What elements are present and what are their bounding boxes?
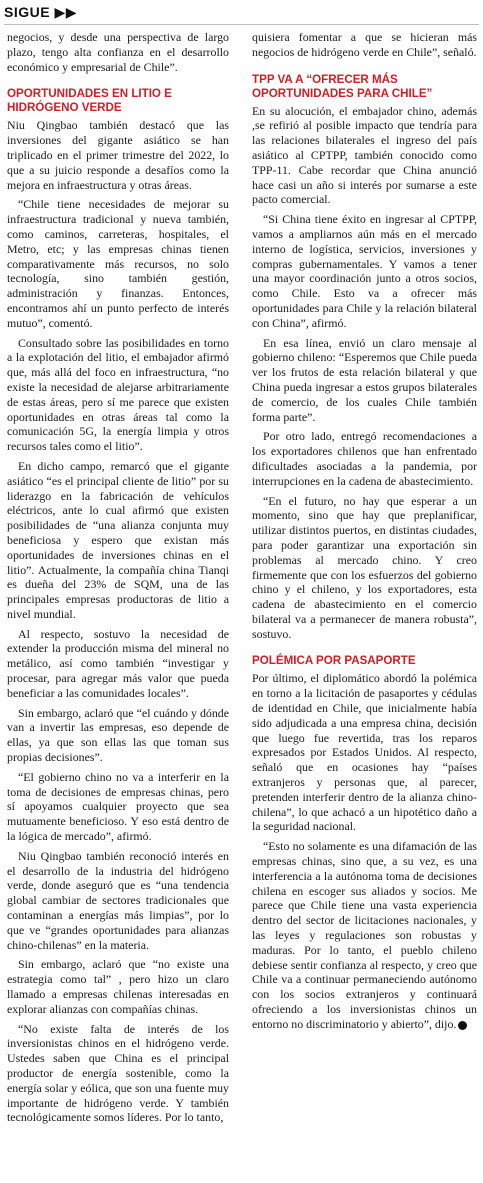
paragraph: Niu Qingbao también destacó que las inversiones del gigante asiático se han triplicado en el primer trimestre del 2022, lo que a su juicio responde a desafíos como la mejora en infraestructura y otras áreas. — [7, 118, 229, 192]
paragraph: “No existe falta de interés de los inversionistas chinos en el hidrógeno verde. Ustedes saben que China es el principal productor de energía sostenible, como la energía solar y eólica, que son una fuente muy importante de hidrógeno verde. Y también tecnológicamente somos líderes. Por lo tanto, — [7, 1021, 229, 1125]
page-header — [4, 2, 479, 25]
section-heading-pasaporte: POLÉMICA POR PASAPORTE — [252, 654, 416, 668]
paragraph: Sin embargo, aclaró que “el cuándo y dónde van a invertir las empresas, eso depende de ellas, ya que son ellas las que toman sus propias decisiones”. — [7, 705, 229, 765]
paragraph: Niu Qingbao también reconoció interés en el desarrollo de la industria del hidrógeno verde, donde aseguró que es “una tendencia global cambiar de sectores tradicionales que contaminan a energías más limpias”, por lo que ve “grandes oportunidades para alianzas chino-chilenas” en la materia. — [7, 848, 229, 952]
left-column — [7, 30, 229, 1130]
paragraph: “El gobierno chino no va a interferir en la toma de decisiones de empresas chinas, pero sí apoyamos cualquier proyecto que sea mutuamente beneficioso. Y eso está dentro de la lógica de mercado”, afirmó. — [7, 769, 229, 844]
paragraph: “Si China tiene éxito en ingresar al CPTPP, vamos a ampliarnos aún más en el mercado interno de logística, servicios, inversiones y compras gubernamentales. Y vamos a tener una mayor coordinación junto a otros socios, como Chile. Esto va a ofrecer más oportunidades para Chile y la relación bilateral con China”, afirmó. — [252, 212, 477, 330]
paragraph: En esa línea, envió un claro mensaje al gobierno chileno: “Esperemos que Chile pueda ver los frutos de esta relación bilateral y que China pueda ingresar a estos grupos bilaterales de comercio, de los cuales Chile también forma parte”. — [252, 335, 477, 424]
paragraph: quisiera fomentar a que se hicieran más negocios de hidrógeno verde en Chile”, señaló. — [252, 30, 477, 59]
paragraph-text: “Esto no solamente es una difamación de las empresas chinas, sino que, a su vez, es una interferencia a la autónoma toma de decisiones chilena en escoger sus aliados y socios. Me parece que Chile tiene una vasta experiencia dentro del sector de licitaciones nacionales, y las leyes y regulaciones son robustas y maduras. Por lo tanto, el pueblo chileno debiese sentir confianza al respecto, y creo que Chile va a continuar permaneciendo autónomo con los socios extranjeros y continuará ofreciendo a los inversionistas chinos un entorno no discriminatorio y abierto”, dijo. — [252, 839, 477, 1031]
continue-label: SIGUE ▶▶ — [4, 4, 77, 20]
paragraph: negocios, y desde una perspectiva de largo plazo, tengo alta confianza en el desarrollo económico y empresarial de Chile”. — [7, 30, 229, 74]
paragraph: En dicho campo, remarcó que el gigante asiático “es el principal cliente de litio” por su liderazgo en la fabricación de vehículos eléctricos, ante lo cual afirmó que existen posibilidades de “una alianza conjunta muy beneficiosa y espero que existan más oportunidades de inversiones chinas en el litio”. Actualmente, la compañía china Tianqi es dueña del 23% de SQM, una de las principales empresas productoras de litio a nivel mundial. — [7, 458, 229, 621]
paragraph: “Chile tiene necesidades de mejorar su infraestructura tradicional y nueva también, como caminos, carreteras, hospitales, el Metro, etc; y las empresas chinas tienen comparativamente más recursos, no solo tecnología, sino también gestión, administración y finanzas. Entonces, encontramos ahí un punto perfecto de interés mutuo”, comentó. — [7, 197, 229, 330]
section-heading-litio: OPORTUNIDADES EN LITIO E HIDRÓGENO VERDE — [7, 87, 172, 115]
right-column — [252, 30, 477, 1037]
paragraph: Consultado sobre las posibilidades en torno a la explotación del litio, el embajador afirmó que, más allá del foco en infraestructura, “no existe la necesidad de alejarse arbitrariamente de estas áreas, pero sí me parece que existen oportunidades en otras áreas tal como la comunicación 5G, la energía limpia y otros recursos tales como el litio”. — [7, 335, 229, 454]
paragraph: Al respecto, sostuvo la necesidad de extender la producción misma del mineral no metálico, así como también “investigar y procesar, para agregar más valor que pueda beneficiar a las comunidades locales”. — [7, 626, 229, 700]
last-paragraph — [252, 839, 477, 1031]
paragraph: Sin embargo, aclaró que “no existe una estrategia como tal” , pero hizo un claro llamado a empresas chilenas interesadas en explorar alianzas con compañías chinas. — [7, 957, 229, 1016]
paragraph: Por último, el diplomático abordó la polémica en torno a la licitación de pasaportes y cédulas de identidad en Chile, que inicialmente había sido adjudicada a una empresa china, decisión que luego fue revertida, tras los reparos expresados por Estados Unidos. Al respecto, señaló que en ocasiones hay “países extranjeros y personas que, al parecer, pretenden interferir dentro de la alianza chino-chilena”, lo que achacó a un hipotético daño a la seguridad nacional. — [252, 671, 477, 834]
paragraph: “En el futuro, no hay que esperar a un momento, sino que hay que preplanificar, utilizar distintos puertos, en distintas ciudades, para poder garantizar una exportación sin problemas al mercado chino. Y creo firmemente que con los esfuerzos del gobierno chino y el chileno, y los exportadores, esta cadena de abastecimiento en el comercio bilateral va a permanecer de manera robusta”, sostuvo. — [252, 493, 477, 641]
end-of-article-icon — [458, 1021, 467, 1030]
paragraph: Por otro lado, entregó recomendaciones a los exportadores chilenos que han enfrentado dificultades asociadas a la pandemia, por interrupciones en la cadena de abastecimiento. — [252, 429, 477, 488]
paragraph: En su alocución, el embajador chino, además ,se refirió al posible impacto que tendría para las relaciones bilaterales el ingreso del país asiático al CPTPP, también conocido como TPP-11. Cabe recordar que China anunció hace casi un año si interés por sumarse a este pacto comercial. — [252, 103, 477, 207]
section-heading-tpp: TPP VA A “OFRECER MÁS OPORTUNIDADES PARA CHILE” — [252, 72, 433, 100]
